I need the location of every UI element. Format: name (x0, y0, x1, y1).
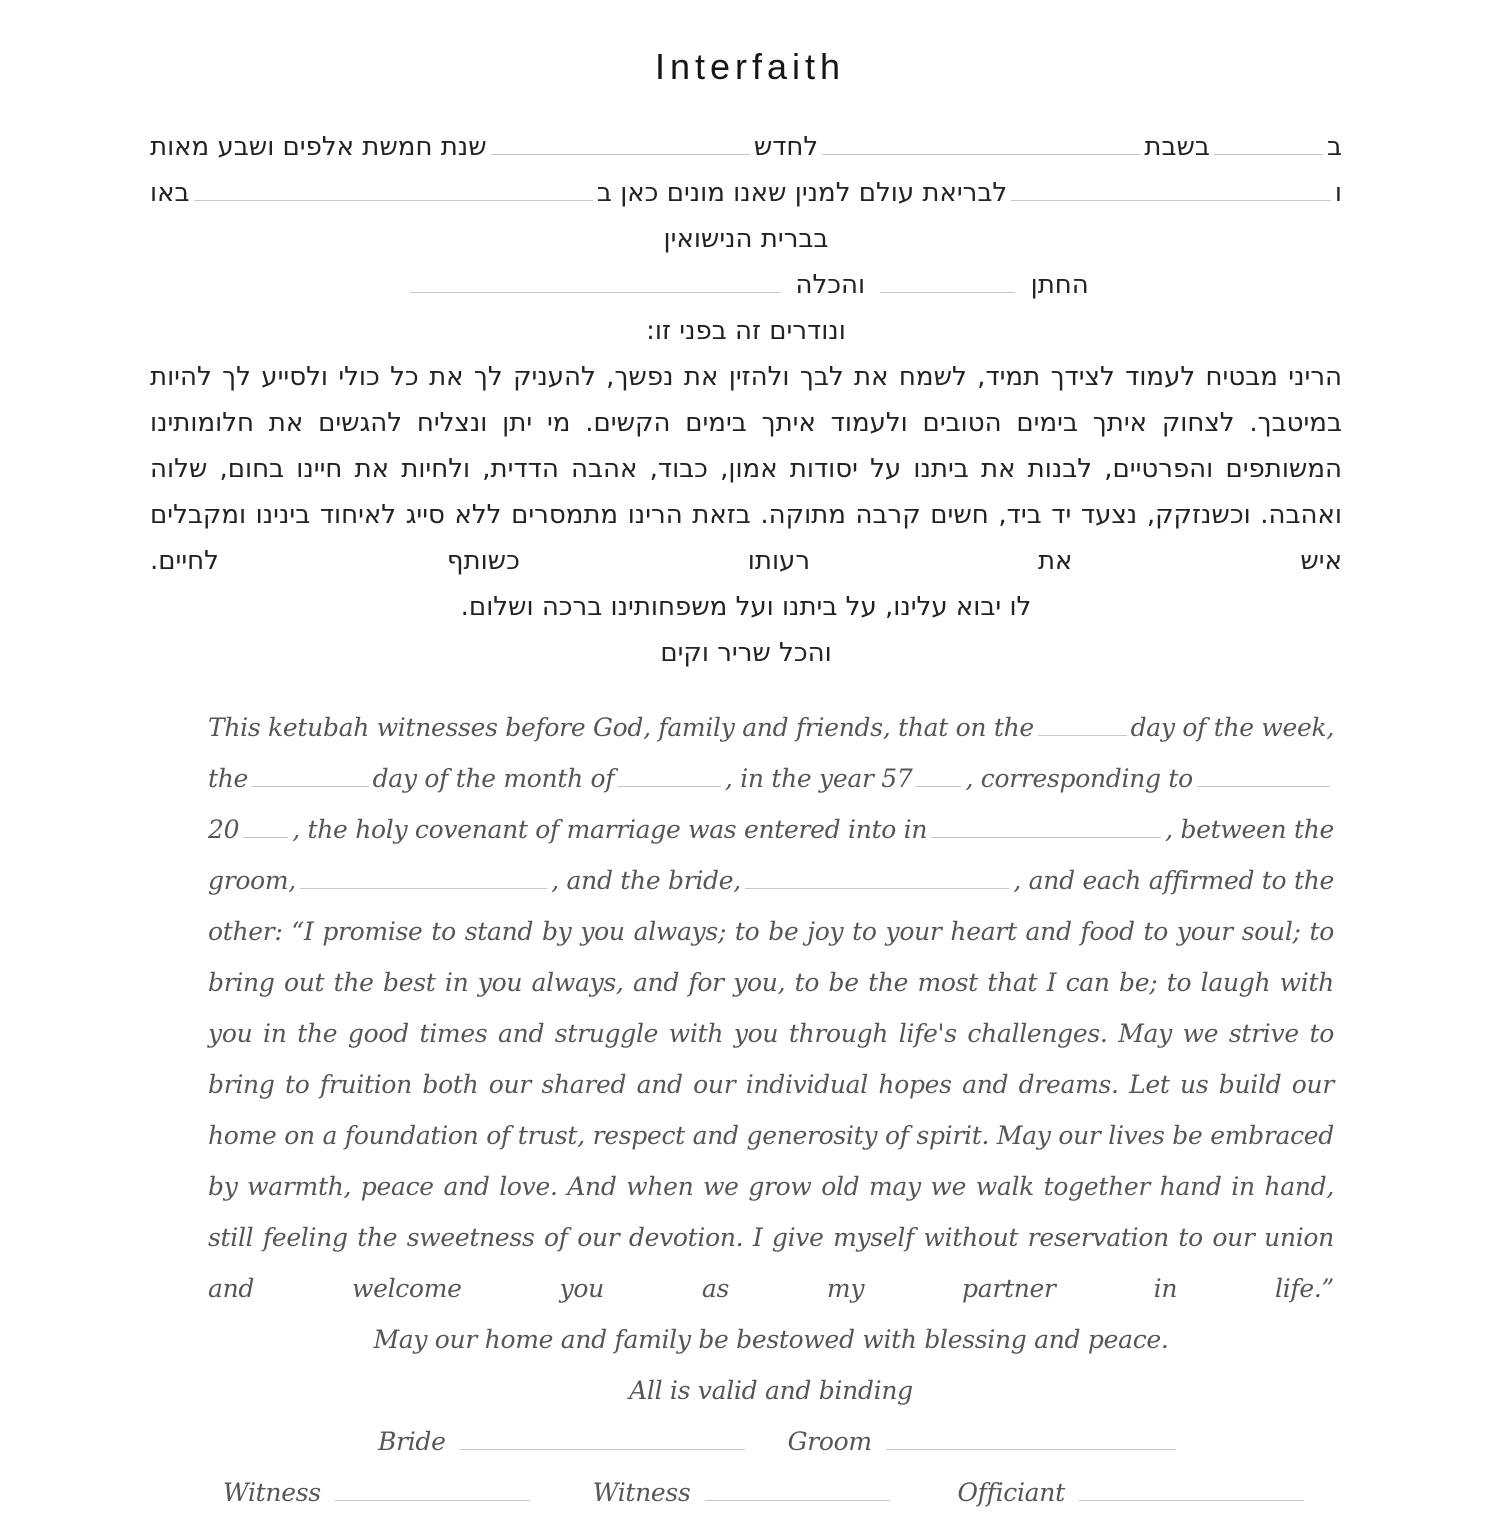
spacer (905, 1500, 950, 1501)
fill-in-blank-line[interactable] (335, 1478, 530, 1502)
document-line (150, 124, 1342, 170)
text-segment: בשבת (1144, 132, 1210, 162)
text-segment: , between the (1165, 815, 1334, 844)
fill-in-blank-line[interactable] (252, 764, 369, 788)
text-segment: Officiant (957, 1478, 1065, 1507)
text-segment: , and each affirmed to the (1013, 866, 1334, 895)
text-segment: This ketubah witnesses before God, family and friends, that on the (208, 713, 1034, 742)
text-segment: day of the month of (372, 764, 615, 793)
fill-in-blank-line[interactable] (460, 1427, 745, 1451)
fill-in-blank-line[interactable] (1197, 764, 1330, 788)
text-segment: Bride (378, 1427, 446, 1456)
page-title: Interfaith (654, 46, 846, 87)
text-segment: והכלה (795, 270, 866, 300)
document-line (150, 584, 1342, 630)
fill-in-blank-line[interactable] (1038, 713, 1127, 737)
text-segment: , the holy covenant of marriage was entered into in (292, 815, 928, 844)
document-line (150, 262, 1342, 308)
text-segment: May our home and family be bestowed with blessing and peace. (373, 1325, 1169, 1354)
fill-in-blank-line[interactable] (1214, 131, 1323, 155)
document-line (150, 216, 1342, 262)
fill-in-blank-line[interactable] (410, 269, 780, 293)
document-line (208, 1365, 1334, 1416)
text-segment: Witness (223, 1478, 321, 1507)
document-line (150, 308, 1342, 354)
text-segment: בברית הנישואין (663, 224, 829, 254)
text-segment: לבריאת עולם למנין שאנו מונים כאן ב (596, 178, 1008, 208)
text-segment: והכל שריר וקים (660, 638, 832, 668)
document-line (150, 170, 1342, 216)
document-line (150, 630, 1342, 676)
text-segment: All is valid and binding (629, 1376, 913, 1405)
text-segment: באו (150, 178, 190, 208)
paragraph-text: other: “I promise to stand by you always; to be joy to your heart and food to your soul; to bring out the best in you always, and for you, to be the most that I can be; to laugh with you in the good times and struggle with you through life's challenges. May we strive to bring to fruition both our shared and our individual hopes and dreams. Let us build our home on a foundation of trust, respect and generosity of spirit. May our lives be embraced by warmth, peace and love. And when we grow old may we walk together hand in hand, still feeling the sweetness of our devotion. I give myself without reservation to our union and welcome you as my partner in life.” (208, 917, 1334, 1303)
text-segment: Witness (592, 1478, 691, 1507)
text-segment: , and the bride, (551, 866, 741, 895)
text-segment: ב (1326, 132, 1342, 162)
text-segment: Groom (787, 1427, 872, 1456)
document-line (208, 1416, 1334, 1467)
text-segment: שנת חמשת אלפים ושבע מאות (150, 132, 487, 162)
document-line (208, 855, 1334, 906)
text-segment: לו יבוא עלינו, על ביתנו ועל משפחותינו ברכה ושלום. (460, 592, 1032, 622)
fill-in-blank-line[interactable] (300, 866, 547, 890)
english-text-section (208, 702, 1334, 1518)
text-segment: the (208, 764, 249, 793)
hebrew-text-section (150, 124, 1342, 676)
text-segment: ו (1334, 178, 1342, 208)
fill-in-blank-line[interactable] (745, 866, 1010, 890)
text-segment: , corresponding to (965, 764, 1193, 793)
document-line (208, 1314, 1334, 1365)
text-segment: לחדש (753, 132, 819, 162)
text-segment: החתן (1030, 270, 1089, 300)
fill-in-blank-line[interactable] (1011, 177, 1331, 201)
fill-in-blank-line[interactable] (194, 177, 593, 201)
fill-in-blank-line[interactable] (243, 815, 288, 839)
fill-in-blank-line[interactable] (491, 131, 750, 155)
paragraph-text: הריני מבטיח לעמוד לצידך תמיד, לשמח את לבך ולהזין את נפשך, להעניק לך את כל כולי ולסייע לך להיות במיטבך. לצחוק איתך בימים הטובים ולעמוד איתך בימים הקשים. מי יתן ונצליח להגשים את חלומותינו המשותפים והפרטיים, לבנות את ביתנו על יסודות אמון, כבוד, אהבה הדדית, ולחיות את חיינו בחום, שלוה ואהבה. וכשנזקק, נצעד יד ביד, חשים קרבה מתוקה. בזאת הרינו מתמסרים ללא סייג לאיחוד בינינו ומקבלים איש את רעותו כשותף לחיים. (150, 362, 1342, 576)
fill-in-blank-line[interactable] (1079, 1478, 1304, 1502)
fill-in-blank-line[interactable] (916, 764, 961, 788)
spacer (545, 1500, 585, 1501)
document-line (208, 1467, 1334, 1518)
text-segment: day of the week, (1130, 713, 1334, 742)
document-line (208, 753, 1334, 804)
document-line (208, 804, 1334, 855)
text-segment: 20 (208, 815, 240, 844)
fill-in-blank-line[interactable] (886, 1427, 1176, 1451)
fill-in-blank-line[interactable] (822, 131, 1140, 155)
fill-in-blank-line[interactable] (931, 815, 1161, 839)
text-segment: ונודרים זה בפני זו: (646, 316, 846, 346)
text-segment: groom, (208, 866, 296, 895)
fill-in-blank-line[interactable] (705, 1478, 890, 1502)
spacer (760, 1449, 780, 1450)
document-line (208, 702, 1334, 753)
text-segment: , in the year 57 (724, 764, 913, 793)
fill-in-blank-line[interactable] (618, 764, 721, 788)
fill-in-blank-line[interactable] (880, 269, 1015, 293)
